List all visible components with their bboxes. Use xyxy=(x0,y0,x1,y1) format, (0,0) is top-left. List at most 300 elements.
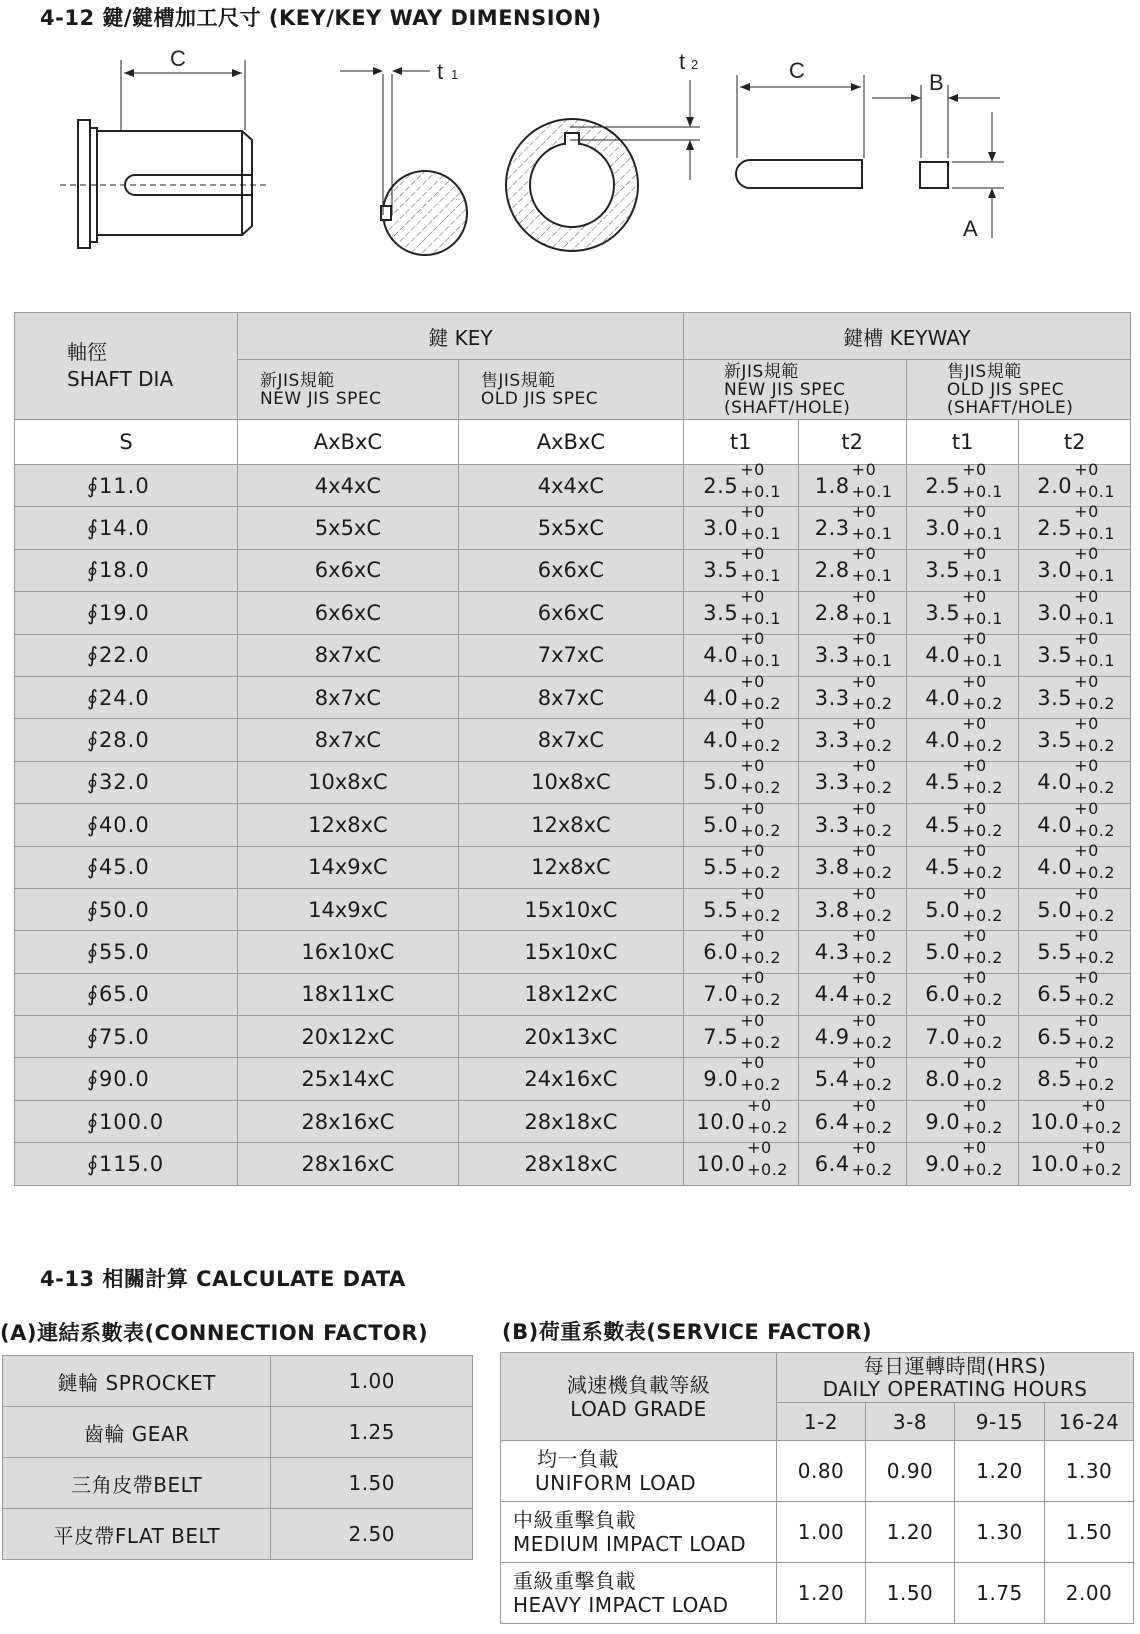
keyway-t1-old-cell xyxy=(906,544,1019,591)
upper-tolerance: +0 xyxy=(851,1053,877,1073)
load-grade-zh: 中級重擊負載 xyxy=(513,1508,636,1532)
lower-tolerance: +0.2 xyxy=(740,693,782,713)
keyway-t2-new-cell xyxy=(798,629,906,676)
service-factor-row xyxy=(501,1502,1134,1563)
service-factor-value: 0.80 xyxy=(777,1441,866,1502)
tolerance-value: 8.0 xyxy=(925,1067,961,1092)
service-factor-value: 1.00 xyxy=(777,1502,866,1563)
service-factor-title: (B)荷重系數表(SERVICE FACTOR) xyxy=(502,1320,873,1344)
key-old-cell: 28x18xC xyxy=(458,1143,683,1185)
lower-tolerance: +0.2 xyxy=(1081,1117,1122,1137)
label-t2-sub: 2 xyxy=(691,57,699,72)
lower-tolerance: +0.2 xyxy=(740,863,782,883)
upper-tolerance: +0 xyxy=(1074,756,1099,776)
keyway-t2-new-cell xyxy=(798,1095,906,1142)
connection-factor-title: (A)連結系數表(CONNECTION FACTOR) xyxy=(0,1321,429,1345)
tolerance-value: 3.3 xyxy=(814,685,850,710)
lower-tolerance: +0.2 xyxy=(1074,863,1116,883)
upper-tolerance: +0 xyxy=(740,756,765,776)
col-s: S xyxy=(15,420,238,465)
keyway-t1-old-cell xyxy=(906,798,1019,846)
tolerance-value: 2.5 xyxy=(1037,516,1073,541)
keyway-t2-old-cell xyxy=(1019,1095,1131,1142)
shaft-dia-cell: ∮75.0 xyxy=(15,1016,238,1058)
service-factor-value: 1.20 xyxy=(866,1502,955,1563)
key-new-cell: 28x16xC xyxy=(237,1143,458,1185)
shaft-dia-cell: ∮115.0 xyxy=(15,1143,238,1185)
upper-tolerance: +0 xyxy=(1074,1010,1099,1030)
lower-tolerance: +0.2 xyxy=(1074,693,1116,713)
lower-tolerance: +0.2 xyxy=(851,1075,893,1095)
keyway-t2-old-cell xyxy=(1019,1053,1131,1100)
keyway-t1-new-cell xyxy=(683,841,798,888)
lower-tolerance: +0.2 xyxy=(962,778,1003,798)
key-old-cell: 6x6xC xyxy=(458,549,683,591)
lower-tolerance: +0.2 xyxy=(962,863,1003,883)
key-new-cell: 4x4xC xyxy=(237,465,458,507)
connection-factor-row xyxy=(3,1407,473,1458)
key-old-cell: 12x8xC xyxy=(458,804,683,846)
tolerance-value: 4.9 xyxy=(814,1024,850,1049)
connection-type: 鏈輪 SPROCKET xyxy=(3,1356,271,1407)
tolerance-value: 3.5 xyxy=(1037,685,1073,710)
tolerance-value: 10.0 xyxy=(1030,1151,1080,1176)
shaft-dia-cell: ∮40.0 xyxy=(15,804,238,846)
keyway-t2-new-cell xyxy=(798,841,906,888)
key-table-row xyxy=(15,507,1131,549)
keyway-t1-old-cell xyxy=(906,502,1019,549)
shaft-dia-en: SHAFT DIA xyxy=(67,367,174,391)
lower-tolerance: +0.1 xyxy=(962,524,1003,544)
key-old-cell: 4x4xC xyxy=(458,465,683,507)
keyway-t2-old-cell xyxy=(1019,841,1131,888)
connection-factor-row xyxy=(3,1458,473,1509)
keyway-t1-old-cell xyxy=(906,629,1019,676)
load-grade-en: HEAVY IMPACT LOAD xyxy=(513,1593,729,1617)
lower-tolerance: +0.2 xyxy=(851,1159,893,1179)
keyway-t1-old-cell xyxy=(906,459,1019,507)
key-new-cell: 10x8xC xyxy=(237,761,458,803)
keyway-t2-new-cell xyxy=(798,586,906,634)
tolerance-value: 9.0 xyxy=(703,1067,739,1092)
tolerance-value: 3.5 xyxy=(925,558,961,583)
lower-tolerance: +0.2 xyxy=(851,820,893,840)
upper-tolerance: +0 xyxy=(962,883,987,903)
connection-factor-row xyxy=(3,1356,473,1407)
lower-tolerance: +0.1 xyxy=(851,524,893,544)
tolerance-value: 10.0 xyxy=(1030,1109,1080,1134)
key-table-row xyxy=(15,1058,1131,1100)
key-new-cell: 18x11xC xyxy=(237,973,458,1015)
keyway-t2-old-cell xyxy=(1019,883,1131,930)
tolerance-value: 6.0 xyxy=(703,939,739,964)
service-factor-row xyxy=(501,1441,1134,1502)
tolerance-value: 5.5 xyxy=(703,855,739,880)
tolerance-value: 3.3 xyxy=(814,728,850,753)
tolerance-value: 2.8 xyxy=(814,600,850,625)
keyway-t1-old-cell xyxy=(906,756,1019,803)
upper-tolerance: +0 xyxy=(740,586,765,606)
tolerance-value: 5.0 xyxy=(925,897,961,922)
shaft-dia-cell: ∮28.0 xyxy=(15,719,238,761)
shaft-dia-cell: ∮55.0 xyxy=(15,931,238,973)
service-factor-value: 0.90 xyxy=(866,1441,955,1502)
load-grade-cell xyxy=(501,1502,777,1563)
shaft-dia-cell: ∮32.0 xyxy=(15,761,238,803)
lower-tolerance: +0.2 xyxy=(962,736,1003,756)
tolerance-value: 4.0 xyxy=(925,643,961,668)
tolerance-value: 3.8 xyxy=(814,855,850,880)
tolerance-value: 3.5 xyxy=(703,600,739,625)
key-new-cell: 14x9xC xyxy=(237,888,458,930)
key-dimension-table xyxy=(14,312,1131,1186)
key-old-cell: 7x7xC xyxy=(458,634,683,676)
hours-range-header: 16-24 xyxy=(1045,1403,1134,1441)
upper-tolerance: +0 xyxy=(1074,968,1099,988)
connection-factor-value: 1.00 xyxy=(271,1356,473,1407)
shaft-dia-cell: ∮65.0 xyxy=(15,973,238,1015)
key-table-row xyxy=(15,1143,1131,1185)
tolerance-value: 2.3 xyxy=(814,516,850,541)
upper-tolerance: +0 xyxy=(851,459,877,479)
upper-tolerance: +0 xyxy=(962,671,987,691)
lower-tolerance: +0.2 xyxy=(1074,990,1116,1010)
upper-tolerance: +0 xyxy=(851,798,877,818)
keyway-t1-new-cell xyxy=(683,756,798,803)
keyway-t1-new-cell xyxy=(683,1095,798,1142)
load-grade-zh: 重級重擊負載 xyxy=(513,1569,636,1593)
lower-tolerance: +0.2 xyxy=(851,1117,893,1137)
tolerance-value: 4.3 xyxy=(814,939,850,964)
lower-tolerance: +0.1 xyxy=(851,608,893,628)
tolerance-value: 4.0 xyxy=(703,685,739,710)
keyway-t2-new-cell xyxy=(798,968,906,1015)
key-table-row xyxy=(15,846,1131,888)
key-old-cell: 28x18xC xyxy=(458,1100,683,1142)
key-table-body xyxy=(15,459,1131,1186)
connection-factor-value: 1.50 xyxy=(271,1458,473,1509)
key-new-cell: 16x10xC xyxy=(237,931,458,973)
upper-tolerance: +0 xyxy=(1081,1095,1106,1115)
keyway-t2-old-cell xyxy=(1019,544,1131,591)
keyway-t2-old-cell xyxy=(1019,629,1131,676)
shaft-cross-section xyxy=(340,67,467,255)
keyway-t1-new-cell xyxy=(683,798,798,846)
lower-tolerance: +0.2 xyxy=(740,990,782,1010)
load-grade-en: UNIFORM LOAD xyxy=(535,1471,697,1495)
keyway-t1-old-cell xyxy=(906,841,1019,888)
lower-tolerance: +0.2 xyxy=(1074,736,1116,756)
lower-tolerance: +0.2 xyxy=(851,863,893,883)
upper-tolerance: +0 xyxy=(962,629,987,649)
tolerance-value: 2.5 xyxy=(703,473,739,498)
col-t1-new: t1 xyxy=(683,420,798,465)
key-table-row xyxy=(15,676,1131,718)
tolerance-value: 4.5 xyxy=(925,855,961,880)
upper-tolerance: +0 xyxy=(1074,798,1099,818)
tolerance-value: 3.0 xyxy=(925,516,961,541)
keyway-t2-old-cell xyxy=(1019,968,1131,1015)
lower-tolerance: +0.2 xyxy=(740,1032,782,1052)
shaft-dia-cell: ∮90.0 xyxy=(15,1058,238,1100)
key-table-row xyxy=(15,1100,1131,1142)
lower-tolerance: +0.2 xyxy=(740,947,782,967)
upper-tolerance: +0 xyxy=(851,502,877,522)
upper-tolerance: +0 xyxy=(740,502,765,522)
lower-tolerance: +0.1 xyxy=(851,481,893,501)
label-b: B xyxy=(929,70,944,95)
upper-tolerance: +0 xyxy=(962,714,987,734)
lower-tolerance: +0.2 xyxy=(851,947,893,967)
upper-tolerance: +0 xyxy=(740,841,765,861)
keyway-t1-old-cell xyxy=(906,925,1019,973)
key-new-cell: 8x7xC xyxy=(237,634,458,676)
label-a: A xyxy=(963,216,978,241)
keyway-t2-old-cell xyxy=(1019,756,1131,803)
key-dimension-diagram xyxy=(0,30,1140,270)
tolerance-value: 2.5 xyxy=(925,473,961,498)
tolerance-value: 10.0 xyxy=(696,1151,746,1176)
keyway-t1-old-cell xyxy=(906,1137,1019,1185)
upper-tolerance: +0 xyxy=(962,925,987,945)
upper-tolerance: +0 xyxy=(1081,1137,1106,1157)
load-grade-zh: 均一負載 xyxy=(537,1447,619,1471)
upper-tolerance: +0 xyxy=(851,841,877,861)
upper-tolerance: +0 xyxy=(1074,671,1099,691)
lower-tolerance: +0.2 xyxy=(740,1075,782,1095)
upper-tolerance: +0 xyxy=(851,629,877,649)
upper-tolerance: +0 xyxy=(747,1095,772,1115)
section-412-title: 4-12 鍵/鍵槽加工尺寸 (KEY/KEY WAY DIMENSION) xyxy=(40,6,602,30)
lower-tolerance: +0.2 xyxy=(1074,1032,1116,1052)
service-factor-value: 1.30 xyxy=(955,1502,1045,1563)
keyway-header: 鍵槽 KEYWAY xyxy=(683,313,1130,360)
keyway-t1-old-cell xyxy=(906,968,1019,1015)
tolerance-value: 4.5 xyxy=(925,812,961,837)
lower-tolerance: +0.1 xyxy=(851,651,893,671)
tolerance-value: 3.0 xyxy=(703,516,739,541)
lower-tolerance: +0.2 xyxy=(962,693,1003,713)
connection-type: 三角皮帶BELT xyxy=(3,1458,271,1509)
tolerance-value: 2.8 xyxy=(814,558,850,583)
key-new-cell: 6x6xC xyxy=(237,549,458,591)
tolerance-value: 4.0 xyxy=(1037,770,1073,795)
lower-tolerance: +0.2 xyxy=(740,736,782,756)
tolerance-value: 5.0 xyxy=(1037,897,1073,922)
key-table-row xyxy=(15,761,1131,803)
tolerance-value: 3.8 xyxy=(814,897,850,922)
upper-tolerance: +0 xyxy=(851,544,877,564)
label-c-shaft: C xyxy=(170,46,186,71)
keyway-t1-old-cell xyxy=(906,671,1019,718)
keyway-t2-new-cell xyxy=(798,671,906,718)
key-new-cell: 28x16xC xyxy=(237,1100,458,1142)
key-end-view xyxy=(872,85,1004,238)
connection-factor-table xyxy=(2,1355,473,1560)
tolerance-value: 5.0 xyxy=(925,939,961,964)
col-t1-old: t1 xyxy=(906,420,1019,465)
lower-tolerance: +0.2 xyxy=(1074,778,1116,798)
service-factor-value: 1.50 xyxy=(1045,1502,1134,1563)
upper-tolerance: +0 xyxy=(1074,459,1099,479)
col-t2-old: t2 xyxy=(1019,420,1131,465)
tolerance-value: 5.0 xyxy=(703,812,739,837)
upper-tolerance: +0 xyxy=(962,968,987,988)
lower-tolerance: +0.2 xyxy=(962,947,1003,967)
upper-tolerance: +0 xyxy=(740,629,765,649)
upper-tolerance: +0 xyxy=(851,1095,877,1115)
upper-tolerance: +0 xyxy=(851,671,877,691)
lower-tolerance: +0.2 xyxy=(962,990,1003,1010)
upper-tolerance: +0 xyxy=(740,671,765,691)
old-jis-key-header: 售JIS規範 OLD JIS SPEC xyxy=(458,360,683,420)
keyway-t1-new-cell xyxy=(683,1137,798,1185)
lower-tolerance: +0.1 xyxy=(740,566,782,586)
new-jis-keyway-header: 新JIS規範 NEW JIS SPEC (SHAFT/HOLE) xyxy=(683,360,906,420)
upper-tolerance: +0 xyxy=(1074,586,1099,606)
tolerance-value: 4.0 xyxy=(703,728,739,753)
shaft-dia-cell: ∮50.0 xyxy=(15,888,238,930)
keyway-t2-old-cell xyxy=(1019,925,1131,973)
key-new-cell: 8x7xC xyxy=(237,676,458,718)
keyway-t2-new-cell xyxy=(798,544,906,591)
lower-tolerance: +0.1 xyxy=(1074,524,1116,544)
keyway-t1-old-cell xyxy=(906,714,1019,761)
keyway-t1-new-cell xyxy=(683,883,798,930)
key-table-row xyxy=(15,465,1131,507)
lower-tolerance: +0.2 xyxy=(962,1075,1003,1095)
lower-tolerance: +0.2 xyxy=(1074,947,1116,967)
shaft-dia-cell: ∮22.0 xyxy=(15,634,238,676)
shaft-dia-header xyxy=(15,313,238,420)
upper-tolerance: +0 xyxy=(1074,841,1099,861)
tolerance-value: 3.3 xyxy=(814,812,850,837)
key-header: 鍵 KEY xyxy=(237,313,683,360)
keyway-t1-old-cell xyxy=(906,1053,1019,1100)
upper-tolerance: +0 xyxy=(740,714,765,734)
connection-factor-row xyxy=(3,1509,473,1560)
load-grade-cell xyxy=(501,1441,777,1502)
key-new-cell: 6x6xC xyxy=(237,592,458,634)
connection-type: 平皮帶FLAT BELT xyxy=(3,1509,271,1560)
keyway-t2-new-cell xyxy=(798,1053,906,1100)
lower-tolerance: +0.1 xyxy=(1074,566,1116,586)
keyway-t2-old-cell xyxy=(1019,714,1131,761)
keyway-t2-new-cell xyxy=(798,925,906,973)
tolerance-value: 6.0 xyxy=(925,982,961,1007)
key-new-cell: 20x12xC xyxy=(237,1016,458,1058)
keyway-t1-new-cell xyxy=(683,1053,798,1100)
upper-tolerance: +0 xyxy=(962,1010,987,1030)
shaft-dia-cell: ∮18.0 xyxy=(15,549,238,591)
tolerance-value: 7.5 xyxy=(703,1024,739,1049)
lower-tolerance: +0.1 xyxy=(1074,481,1116,501)
key-table-row xyxy=(15,634,1131,676)
upper-tolerance: +0 xyxy=(962,1095,987,1115)
upper-tolerance: +0 xyxy=(740,1010,765,1030)
service-factor-value: 1.20 xyxy=(777,1563,866,1624)
tolerance-value: 1.8 xyxy=(814,473,850,498)
keyway-t2-old-cell xyxy=(1019,1010,1131,1058)
tolerance-value: 4.0 xyxy=(703,643,739,668)
lower-tolerance: +0.1 xyxy=(740,651,782,671)
tolerance-value: 4.0 xyxy=(1037,855,1073,880)
shaft-dia-cell: ∮14.0 xyxy=(15,507,238,549)
key-table-row xyxy=(15,931,1131,973)
tolerance-value: 6.5 xyxy=(1037,982,1073,1007)
upper-tolerance: +0 xyxy=(962,798,987,818)
upper-tolerance: +0 xyxy=(962,1053,987,1073)
connection-factor-value: 2.50 xyxy=(271,1509,473,1560)
key-old-cell: 6x6xC xyxy=(458,592,683,634)
lower-tolerance: +0.2 xyxy=(1074,1075,1116,1095)
upper-tolerance: +0 xyxy=(740,968,765,988)
shaft-dia-cell: ∮11.0 xyxy=(15,465,238,507)
key-old-cell: 10x8xC xyxy=(458,761,683,803)
key-new-cell: 8x7xC xyxy=(237,719,458,761)
keyway-t2-old-cell xyxy=(1019,671,1131,718)
tolerance-value: 3.5 xyxy=(1037,643,1073,668)
upper-tolerance: +0 xyxy=(740,544,765,564)
key-table-row xyxy=(15,592,1131,634)
daily-hours-header: 每日運轉時間(HRS) DAILY OPERATING HOURS xyxy=(777,1353,1134,1403)
lower-tolerance: +0.1 xyxy=(962,481,1003,501)
label-c-key: C xyxy=(789,58,805,83)
upper-tolerance: +0 xyxy=(962,586,987,606)
key-new-cell: 5x5xC xyxy=(237,507,458,549)
upper-tolerance: +0 xyxy=(851,1137,877,1157)
upper-tolerance: +0 xyxy=(747,1137,772,1157)
hub-cross-section xyxy=(506,80,700,251)
key-old-cell: 24x16xC xyxy=(458,1058,683,1100)
keyway-t1-old-cell xyxy=(906,1095,1019,1142)
load-grade-cell xyxy=(501,1563,777,1624)
tolerance-value: 8.5 xyxy=(1037,1067,1073,1092)
upper-tolerance: +0 xyxy=(1074,1053,1099,1073)
tolerance-value: 3.0 xyxy=(1037,558,1073,583)
hours-range-header: 3-8 xyxy=(866,1403,955,1441)
label-t2: t xyxy=(679,49,686,74)
lower-tolerance: +0.2 xyxy=(962,1117,1003,1137)
upper-tolerance: +0 xyxy=(962,841,987,861)
lower-tolerance: +0.1 xyxy=(1074,608,1116,628)
lower-tolerance: +0.1 xyxy=(962,651,1003,671)
upper-tolerance: +0 xyxy=(962,459,987,479)
connection-factor-value: 1.25 xyxy=(271,1407,473,1458)
connection-type: 齒輪 GEAR xyxy=(3,1407,271,1458)
shaft-dia-cell: ∮24.0 xyxy=(15,676,238,718)
tolerance-value: 9.0 xyxy=(925,1109,961,1134)
tolerance-value: 4.5 xyxy=(925,770,961,795)
tolerance-value: 7.0 xyxy=(703,982,739,1007)
lower-tolerance: +0.2 xyxy=(1074,820,1116,840)
lower-tolerance: +0.2 xyxy=(851,990,893,1010)
tolerance-value: 6.5 xyxy=(1037,1024,1073,1049)
keyway-t2-new-cell xyxy=(798,502,906,549)
service-factor-table xyxy=(500,1352,1134,1624)
tolerance-value: 4.0 xyxy=(925,728,961,753)
load-grade-header: 減速機負載等級 LOAD GRADE xyxy=(501,1353,777,1441)
tolerance-value: 9.0 xyxy=(925,1151,961,1176)
tolerance-value: 6.4 xyxy=(814,1109,850,1134)
lower-tolerance: +0.1 xyxy=(962,608,1003,628)
lower-tolerance: +0.1 xyxy=(1074,651,1116,671)
tolerance-value: 2.0 xyxy=(1037,473,1073,498)
upper-tolerance: +0 xyxy=(851,968,877,988)
tolerance-value: 7.0 xyxy=(925,1024,961,1049)
lower-tolerance: +0.2 xyxy=(740,905,782,925)
shaft-dia-cell: ∮100.0 xyxy=(15,1100,238,1142)
